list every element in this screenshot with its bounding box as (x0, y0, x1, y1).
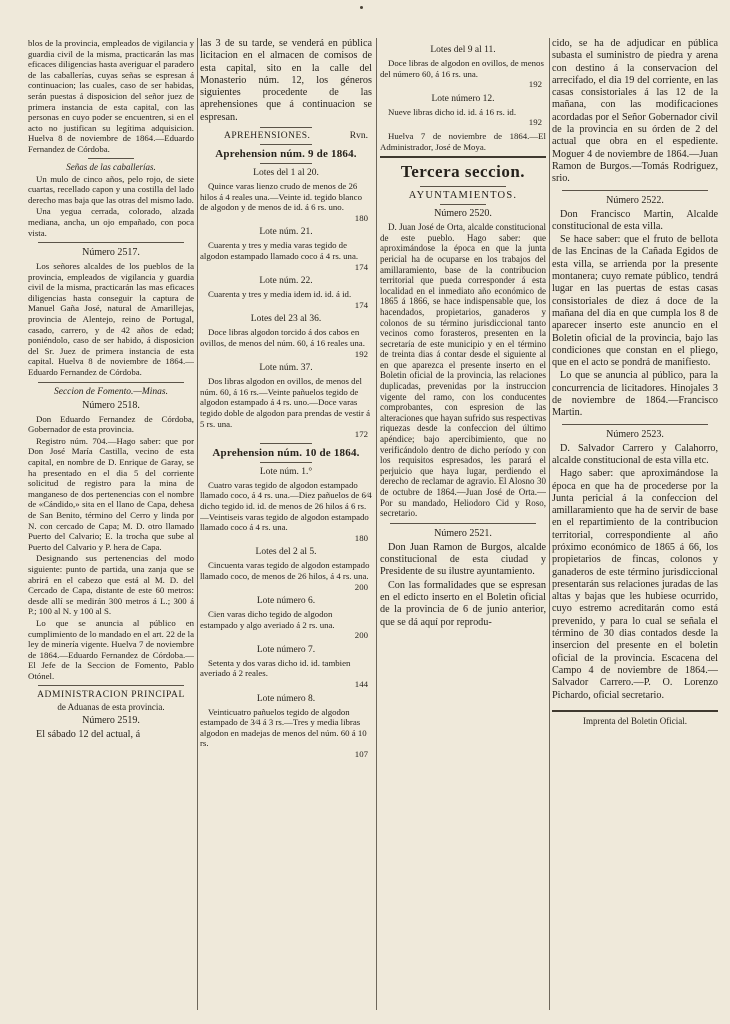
notice-text: Designando sus pertenencias del modo siguiente: punto de partida, una zanja que se abrirá en el cabezo que está al M. D. del Cercado de Capa, distante de este 60 metros: desde allí se medirán 300 metros á L.; 300 á P.; 100 al N. y 100 al S. (28, 553, 194, 617)
lot-amount: 107 (354, 749, 368, 760)
aprehension-title: Aprehension núm. 9 de 1864. (215, 148, 357, 161)
lot-title: Lotes del 9 al 11. (430, 45, 496, 55)
lot-entry (200, 707, 372, 760)
lot-title: Lote núm. 22. (259, 276, 313, 287)
lot-title: Lote número 6. (256, 596, 316, 607)
lot-description: Doce libras algodon torcido á dos cabos en ovillos, de menos del núm. 60, á 16 reales una. (200, 327, 365, 349)
aprehensiones-label: APREHENSIONES. (224, 131, 311, 142)
senas-item: Una yegua cerrada, colorado, alzada mediana, ancha, un ojo empañado, con poca vista. (28, 206, 194, 238)
lot-entry (200, 560, 372, 592)
notice-text: D. Juan José de Orta, alcalde constitucional de este pueblo. Hago saber: que aproximándose la época en que la junta pericial ha de ocuparse en los trabajos del amillaramiento, base de la contribucion territorial que pueda corresponder á esta localidad en el inmediato año económico de 1865 á 1866, se hace indispensable que, los hacendados, propietarios, ganaderos y colonos de su término jurisdiccional tanto vecinos como forasteros, presenten en la secretaría de este municipio y en el término de treinta dias á contar desde el siguiente al en que aparezca el presente inserto en el Boletin oficial de la provincia, las relaciones duplicadas, prevenidas por la instruccion vigente del ramo, con los conducentes comprobantes, con espresion de las alteraciones que hayan sufrido sus respectivas riquezas desde la confeccion del último apéndice; bajo apercibimiento, que no verificándolo dentro de dicho período y con los requisitos espresados, les parará el perjuicio que haya lugar, perdiendo el derecho de reclamar de agravio. El Alosno 30 de octubre de 1864.—Juan José de Orta.—Por su mandado, Heliodoro Cid y Roso, secretario. (380, 222, 546, 519)
lot-description: Cuarenta y tres y media varas tegido de algodon estampado llamado coco á 4 rs. una. (200, 240, 359, 262)
lot-amount: 174 (354, 261, 368, 272)
lot-entry (200, 327, 372, 359)
notice-text: Se hace saber: que el fruto de bellota de las Encinas de la Cañada Egidos de esta villa, se arrienda por la presente montanera; cuyo remate público, tendrá lugar en las puertas de estas casas consistoriales de diez á doce de la mañana del dia en que cumpla los 8 de aparecer inserto este anuncio en el Boletin oficial de la provincia, bajo las condiciones que constan en el pliego, que en el acto se pondrá de manifiesto. (552, 234, 718, 369)
notice-number: Número 2521. (434, 527, 492, 539)
column-divider (376, 38, 377, 1010)
lot-amount: 200 (354, 630, 368, 641)
aprehensiones-header (204, 131, 368, 141)
notice-text: Lo que se anuncia al público en cumplimiento de lo mandado en el art. 22 de la ley de minería vigente. Huelva 7 de noviembre de 1864.—Eduardo Fernandez de Córdoba.—El Jefe de la Seccion de Fomento, Pablo Otónel. (28, 617, 194, 681)
divider (260, 462, 312, 463)
currency-label: Rvn. (349, 131, 368, 142)
notice-number: Número 2518. (82, 399, 140, 411)
lot-description: Cincuenta varas tegido de algodon estampado llamado coco, de menos de 26 hilos, á 4 rs. una. (200, 560, 370, 581)
lot-title: Lotes del 23 al 36. (250, 314, 322, 325)
lot-description: Quince varas lienzo crudo de menos de 26 hilos á 4 reales una.—Veinte id. tegido blanco de algodon y de menos de id. á 6 rs. uno. (200, 181, 362, 213)
notice-text: Hago saber: que aproximándose la época en que ha de procederse por la Junta pericial á la confeccion del amillaramiento que ha de servir de base en el repartimiento de la contribucion territorial, correspondiente al año próximo económico de 1865 á 66, los propietarios de fincas, colonos y ganaderos de este término jurisdiccional presentarán sus relaciones juradas de las altas y bajas que les hubiese ocurrido, cuyo estremo acreditarán como está prevenido, y para lo cual se señala el término de 30 dias contados desde la insercion del presente en el boletin oficial de la provincia. Escacena del Campo 4 de noviembre de 1864.—Salvador Carrero.—P. O. Lorenzo Pichardo, oficial secretario. (552, 468, 718, 701)
lot-description: Cien varas dicho tegido de algodon estampado y algo averiado á 2 rs. una. (200, 609, 335, 630)
lot-description: Setenta y dos varas dicho id. id. tambien averiado á 2 reales. (200, 657, 351, 679)
lot-amount: 144 (354, 679, 368, 690)
lot-title: Lote número 7. (256, 644, 316, 655)
lot-description: Dos libras algodon en ovillos, de menos del núm. 60, á 16 rs.—Veinte pañuelos tegido de algodon estampado á 4 rs. uno.—Doce varas tegido doble de algodon para prendas de vestir á 5 rs. una. (200, 376, 371, 429)
notice-signature: Huelva 7 de noviembre de 1864.—El Administrador, José de Moya. (380, 130, 546, 152)
lot-amount: 192 (528, 79, 542, 90)
notice-number: Número 2522. (606, 194, 664, 206)
lot-title: Lote núm. 1.° (259, 466, 313, 477)
lot-amount: 180 (354, 532, 368, 543)
divider (552, 710, 718, 712)
imprenta-footer: Imprenta del Boletin Oficial. (583, 715, 687, 726)
divider (88, 158, 134, 159)
admin-title: ADMINISTRACION PRINCIPAL (37, 690, 185, 701)
divider (440, 204, 486, 205)
divider (562, 424, 708, 425)
lot-description: Veinticuatro pañuelos tegido de algodon estampado de 3⁄4 á 3 rs.—Tres y media libras algodon en madejas de menos del núm. 60 á 10 rs. (200, 706, 367, 749)
section-title: Seccion de Fomento.—Minas. (54, 386, 168, 397)
lot-description: Doce libras de algodon en ovillos, de menos del número 60, á 16 rs. una. (380, 58, 544, 79)
notice-text: Los señores alcaldes de los pueblos de la provincia, empleados de vigilancia y guardia civil de la misma, practicarán las mas eficaces diligencias hasta conseguir la captura de Manuel Gaña José, natural de Amarillejas, provincia de Alentejo, reino de Portugal, casado, carrero, y de 42 años de edad; poniéndolo, caso de ser habido, á disposicion del Sr. Juez de primera instancia de esta capital. Huelva 8 de noviembre de 1864.—Eduardo Fernandez de Córdoba. (28, 261, 194, 378)
lot-amount: 172 (354, 429, 368, 440)
ayuntamientos-title: AYUNTAMIENTOS. (408, 190, 518, 202)
column-2 (200, 38, 372, 1016)
notice-text: Con las formalidades que se espresan en el edicto inserto en el Boletin oficial de la provincia de 6 de junio anterior, que se dá aquí por reprodu- (380, 579, 546, 628)
lot-title: Lote núm. 37. (259, 363, 313, 374)
notice-text: Lo que se anuncia al público, para la concurrencia de licitadores. Hinojales 3 de noviembre de 1864.—Francisco Martin. (552, 370, 718, 419)
notice-number: Número 2517. (82, 247, 140, 259)
lot-entry (380, 107, 546, 128)
divider (260, 163, 312, 164)
notice-heading: Don Francisco Martin, Alcalde constitucional de esta villa. (552, 208, 718, 232)
column-1 (28, 38, 194, 1016)
notice-heading: D. Salvador Carrero y Calahorro, alcalde constitucional de esta villa etc. (552, 442, 718, 466)
lot-description: Cuarenta y tres y media idem id. id. á id. (208, 289, 352, 300)
column-divider (549, 38, 550, 1010)
lot-title: Lotes del 2 al 5. (255, 547, 317, 558)
divider (38, 382, 184, 383)
lot-entry (200, 376, 372, 440)
divider (562, 190, 708, 191)
divider (38, 685, 184, 686)
notice-continuation: blos de la provincia, empleados de vigilancia y guardia civil de la misma, practicarán las mas eficaces diligencias hasta averiguar el paradero de las caballerías, cuyas señas se espresan á continuacion; las cuales, caso de ser habidas, serán puestas á disposicion del señor juez de primera instancia de esta capital, con las personas en cuyo poder se encuentren, si en el acto no justifican su legítima adquisicion. Huelva 8 de noviembre de 1864.—Eduardo Fernandez de Córdoba. (28, 38, 194, 154)
notice-number: Número 2523. (606, 428, 664, 440)
divider (260, 144, 312, 145)
page-mark (360, 6, 363, 9)
divider (260, 127, 312, 128)
lot-amount: 192 (354, 348, 368, 359)
lot-amount: 174 (354, 299, 368, 310)
lot-entry (200, 609, 372, 641)
lot-amount: 180 (354, 212, 368, 223)
notice-text: Registro núm. 704.—Hago saber: que por Don José María Castilla, vecino de esta capital, en nombre de D. Enrique de Garay, se ha presentado en el dia 5 del corriente solicitud de registro para la mina de manganeso de dos pertenencias con el nombre de «Cándido,» sita en el llano de Capa, dehesa de San Benito, término del Cerro y linda por N. con cercado de Capa; M. D. otro llamado Puerto del Calvario; E. la trocha que sube al Puerto del Calvario y P. hera de Capa. (28, 435, 194, 552)
lot-description: Cuatro varas tegido de algodon estampado llamado coco, á 4 rs. una.—Diez pañuelos de 6⁄4 dicho tegido id. id. de menos de 26 hilos á 6 rs.—Veintiseis varas tegido de algodon estampado llamado coco á 4 rs. una. (200, 479, 372, 533)
divider (260, 443, 312, 444)
column-4 (552, 38, 718, 1016)
lot-title: Lote número 12. (431, 93, 495, 104)
aprehension-title: Aprehension núm. 10 de 1864. (212, 446, 360, 459)
divider (390, 523, 536, 524)
notice-continuation: cido, se ha de adjudicar en pública subasta el suministro de piedra y arena con destino á la conservacion del arrecifado, el dia 19 del corriente, en las casas consistoriales á las 12 de la mañana, con las modificaciones acordadas por el Señor Gobernador civil de la provincia en su órden de 2 del actual que obra en el espediente. Moguer 4 de noviembre de 1864.—Juan Ramon de Burgos.—Tomás Rodriguez, srio. (552, 38, 718, 185)
lot-entry (380, 58, 546, 90)
senas-title: Señas de las caballerías. (66, 161, 156, 172)
lot-title: Lotes del 1 al 20. (253, 168, 319, 179)
notice-number: Número 2519. (82, 715, 140, 727)
lot-title: Lote núm. 21. (259, 227, 313, 238)
lot-entry (200, 658, 372, 690)
lot-entry (200, 289, 372, 310)
lot-amount: 200 (354, 581, 368, 592)
lot-entry (200, 240, 372, 272)
lot-amount: 192 (528, 117, 542, 128)
notice-number: Número 2520. (434, 208, 492, 220)
divider (420, 186, 506, 187)
notice-heading: Don Juan Ramon de Burgos, alcalde constitucional de esta ciudad y Presidente de su ilustre ayuntamiento. (380, 541, 546, 578)
divider (38, 242, 184, 243)
lot-description: Nueve libras dicho id. id. á 16 rs. id. (388, 106, 517, 117)
column-divider (197, 38, 198, 1010)
lot-entry (200, 181, 372, 223)
divider (380, 156, 546, 158)
section-title: Tercera seccion. (400, 162, 526, 182)
senas-item: Un mulo de cinco años, pelo rojo, de siete cuartas, recellado capon y una costilla del lado derecho mas baja que las otras del mismo lado. (28, 173, 194, 205)
lot-entry (200, 480, 372, 544)
lot-title: Lote número 8. (256, 693, 316, 704)
notice-text: El sábado 12 del actual, á (36, 729, 141, 741)
notice-continuation: las 3 de su tarde, se venderá en pública licitacion en el almacen de comisos de esta capital, sito en la calle del Monasterio núm. 12, los géneros siguientes procedente de las aprehensiones que á continuacion se espresan. (200, 38, 372, 123)
notice-heading: Don Eduardo Fernandez de Córdoba, Gobernador de esta provincia. (28, 413, 194, 435)
column-3 (380, 38, 546, 1016)
admin-subtitle: de Aduanas de esta provincia. (57, 702, 165, 713)
